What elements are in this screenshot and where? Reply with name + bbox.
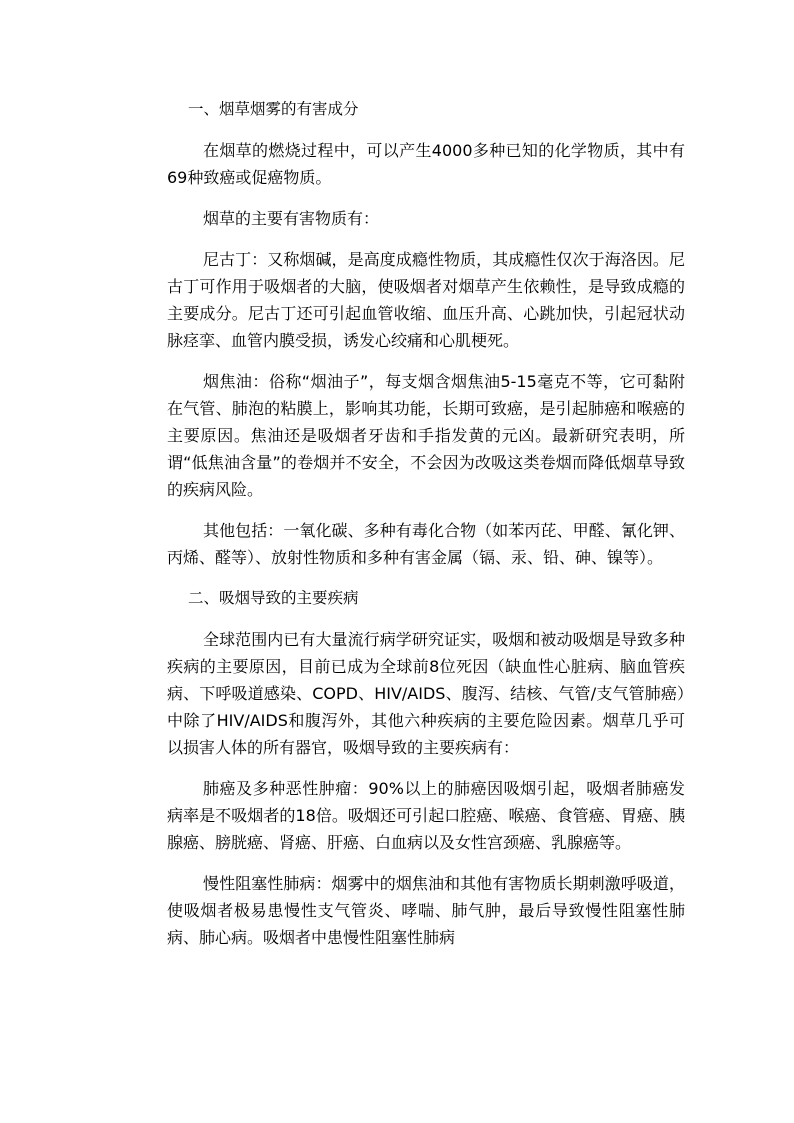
paragraph: 肺癌及多种恶性肿瘤：90%以上的肺癌因吸烟引起，吸烟者肺癌发病率是不吸烟者的18倍。吸烟还可引起口腔癌、喉癌、食管癌、胃癌、胰腺癌、膀胱癌、肾癌、肝癌、白血病以及女性宫颈癌、乳腺癌等。 [167,779,685,852]
paragraph: 其他包括：一氧化碳、多种有毒化合物（如苯丙芘、甲醛、氰化钾、丙烯、醛等）、放射性物质和多种有害金属（镉、汞、铅、砷、镍等）。 [167,521,685,567]
paragraph: 全球范围内已有大量流行病学研究证实，吸烟和被动吸烟是导致多种疾病的主要原因，目前已成为全球前8位死因（缺血性心脏病、脑血管疾病、下呼吸道感染、COPD、HIV/AIDS、腹泻、结核、气管/支气管肺癌）中除了HIV/AIDS和腹泻外，其他六种疾病的主要危险因素。烟草几乎可以损害人体的所有器官，吸烟导致的主要疾病有： [167,630,685,757]
section-heading: 二、吸烟导致的主要疾病 [188,589,359,607]
paragraph: 在烟草的燃烧过程中，可以产生4000多种已知的化学物质，其中有69种致癌或促癌物质。 [167,141,685,187]
paragraph: 尼古丁：又称烟碱，是高度成瘾性物质，其成瘾性仅次于海洛因。尼古丁可作用于吸烟者的大脑，使吸烟者对烟草产生依赖性，是导致成瘾的主要成分。尼古丁还可引起血管收缩、血压升高、心跳加快，引起冠状动脉痉挛、血管内膜受损，诱发心绞痛和心肌梗死。 [167,250,685,350]
document-page [167,96,685,951]
paragraph: 烟草的主要有害物质有： [203,209,380,228]
section-heading: 一、烟草烟雾的有害成分 [188,100,359,118]
paragraph: 慢性阻塞性肺病：烟雾中的烟焦油和其他有害物质长期刺激呼吸道，使吸烟者极易患慢性支气管炎、哮喘、肺气肿，最后导致慢性阻塞性肺病、肺心病。吸烟者中患慢性阻塞性肺病 [167,874,685,947]
paragraph: 烟焦油：俗称“烟油子”，每支烟含烟焦油5-15毫克不等，它可黏附在气管、肺泡的粘膜上，影响其功能，长期可致癌，是引起肺癌和喉癌的主要原因。焦油还是吸烟者牙齿和手指发黄的元凶。最新研究表明，所谓“低焦油含量”的卷烟并不安全，不会因为改吸这类卷烟而降低烟草导致的疾病风险。 [167,372,685,499]
